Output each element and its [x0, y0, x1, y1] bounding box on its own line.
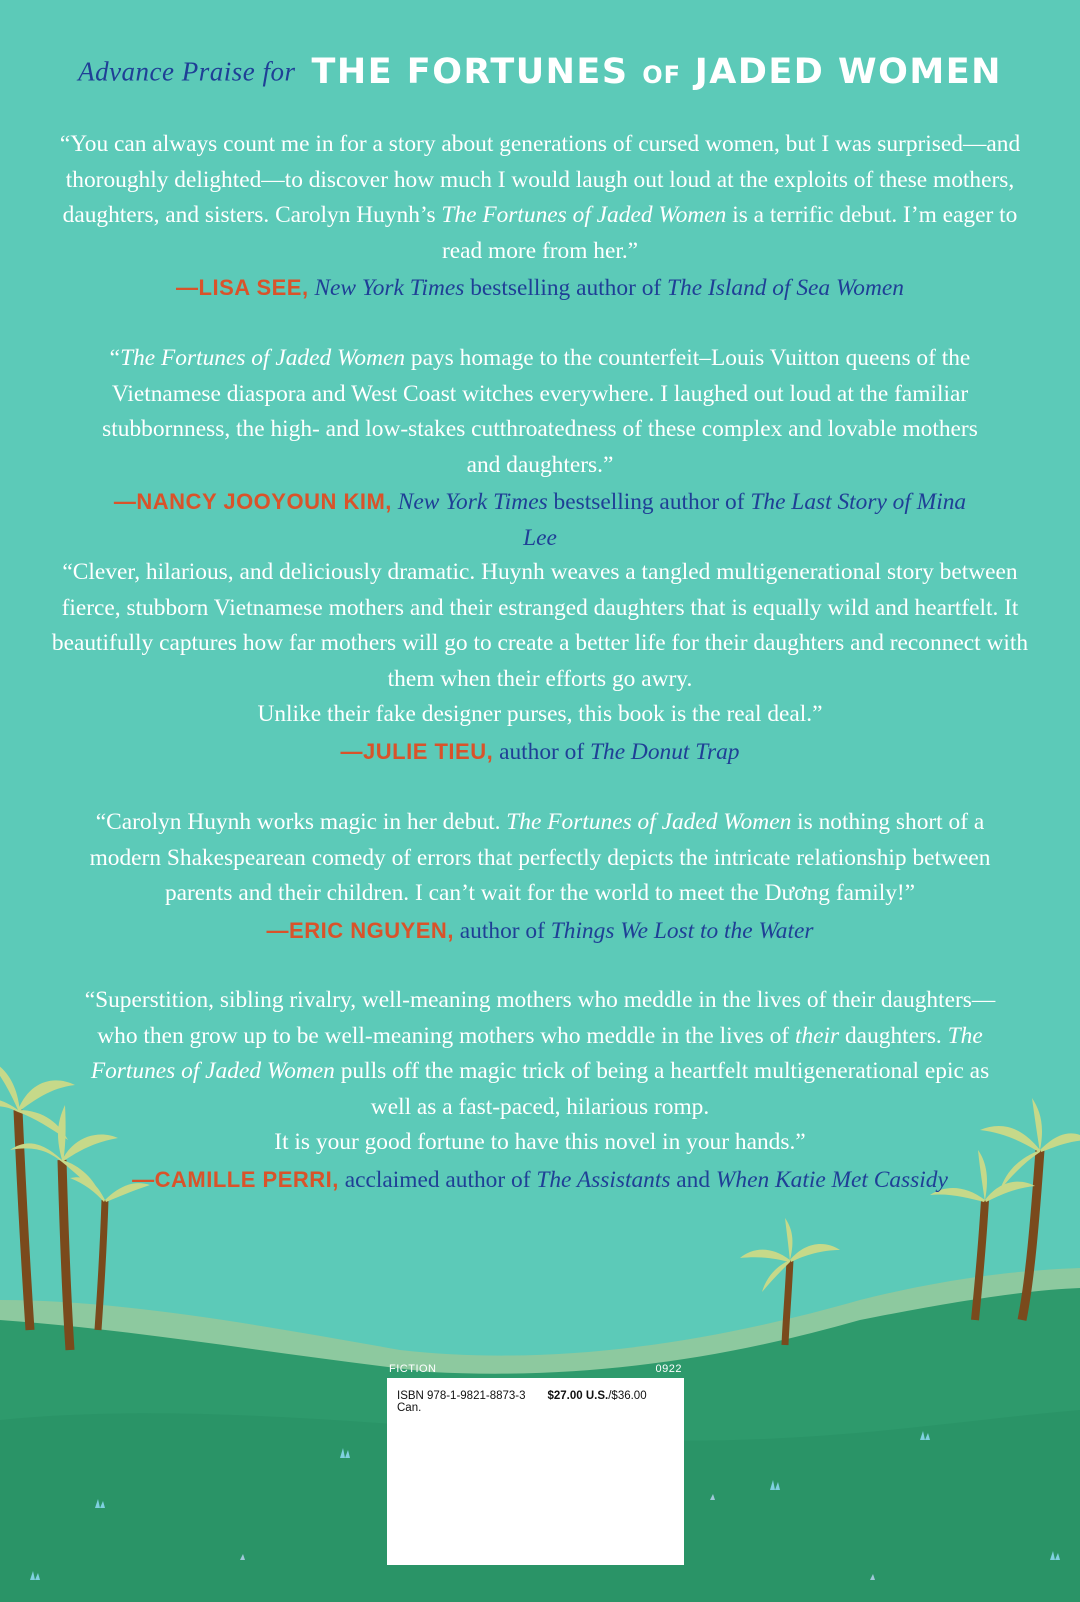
blurb-eric-nguyen: “Carolyn Huynh works magic in her debut. The Fortunes of Jaded Women is nothing short of a modern Shakespearean comedy of errors that perfectly depicts the intricate relationship between parents and their children. I can’t wait for the world to meet the Dương family!” —ERIC NGUYEN, author of Things We Lost to the Water [60, 805, 1020, 949]
reviewer-name: —CAMILLE PERRI, [132, 1166, 339, 1192]
blurb-attribution: —ERIC NGUYEN, author of Things We Lost to the Water [266, 917, 814, 944]
blurb-attribution: —LISA SEE, New York Times bestselling author of The Island of Sea Women [176, 275, 904, 301]
blurb-attribution: —NANCY JOOYOUN KIM, New York Times bestselling author of The Last Story of Mina Lee [113, 489, 967, 551]
blurb-attribution: —CAMILLE PERRI, acclaimed author of The Assistants and When Katie Met Cassidy [132, 1166, 948, 1193]
barcode-area [387, 1378, 684, 1565]
reviewer-name: —LISA SEE, [176, 275, 309, 300]
category-label: FICTION [389, 1362, 437, 1375]
barcode-header [387, 1359, 684, 1378]
reviewer-name: —ERIC NGUYEN, [266, 917, 454, 943]
isbn-text: ISBN 978-1-9821-8873-3 [397, 1390, 526, 1402]
blurb-camille-perri: “Superstition, sibling rivalry, well-meaning mothers who meddle in the lives of their daughters—who then grow up to be well-meaning mothers who meddle in the lives of their daughters. The Fortunes of Jaded Women pulls off the magic trick of being a heartfelt multigenerational epic as well as a fast-paced, hilarious romp. It is your good fortune to have this novel in your hands.” —CAMILLE PERRI, acclaimed author of The Assistants and When Katie Met Cassidy [80, 983, 1000, 1198]
barcode-box [387, 1359, 684, 1565]
advance-praise-label: Advance Praise for [78, 56, 296, 87]
blurb-attribution: —JULIE TIEU, author of The Donut Trap [340, 738, 740, 765]
blurb-nancy-kim: “The Fortunes of Jaded Women pays homage to the counterfeit–Louis Vuitton queens of the Vietnamese diaspora and West Coast witches everywhere. I laughed out loud at the familiar stubbornness, the high- and low-stakes cutthroatedness of these complex and lovable mothers and daughters.” —NANCY JOOYOUN KIM, New York Times bestselling author of The Last Story of Mina Lee [100, 341, 980, 556]
blurb-julie-tieu: “Clever, hilarious, and deliciously dramatic. Huynh weaves a tangled multigenerational story between fierce, stubborn Vietnamese mothers and their estranged daughters that is equally wild and heartfelt. It beautifully captures how far mothers will go to create a better life for their daughters and reconnect with them when their efforts go awry. Unlike their fake designer purses, this book is the real deal.” —JULIE TIEU, author of The Donut Trap [50, 555, 1030, 770]
book-title: THE FORTUNES OF JADED WOMEN [311, 52, 1002, 92]
blurb-lisa-see: “You can always count me in for a story about generations of cursed women, but I was surprised—and thoroughly delighted—to discover how much I would laugh out loud at the exploits of these mothers, daughters, and sisters. Carolyn Huynh’s The Fortunes of Jaded Women is a terrific debut. I’m eager to read more from her.” —LISA SEE, New York Times bestselling author of The Island of Sea Women [40, 127, 1040, 307]
praise-heading [0, 52, 1080, 92]
price-text: $27.00 U.S./$36.00 Can. [397, 1390, 647, 1414]
code-label: 0922 [655, 1362, 682, 1375]
reviewer-name: —NANCY JOOYOUN KIM, [113, 489, 392, 514]
reviewer-name: —JULIE TIEU, [340, 738, 494, 764]
